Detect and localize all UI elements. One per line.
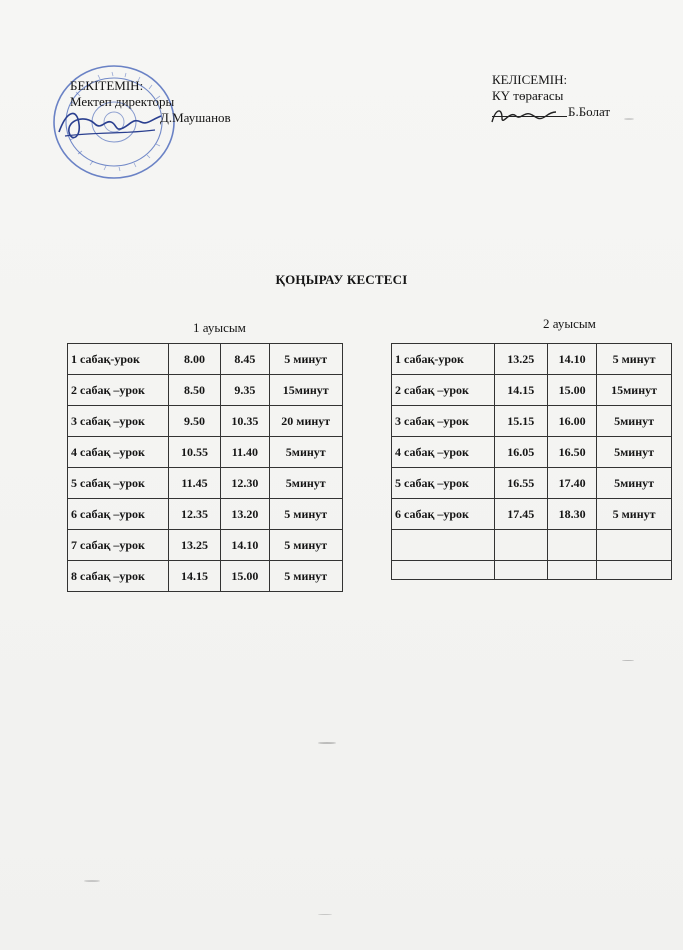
break-cell: 5 минут	[597, 344, 672, 375]
start-time-cell: 16.55	[494, 468, 547, 499]
lesson-cell: 3 сабақ –урок	[392, 406, 495, 437]
agreement-title: КЕЛІСЕМІН:	[492, 72, 568, 87]
start-time-cell: 8.50	[168, 375, 220, 406]
lesson-cell: 1 сабақ-урок	[68, 344, 169, 375]
break-cell: 5 минут	[597, 499, 672, 530]
scan-speck	[624, 118, 634, 120]
end-time-cell: 16.50	[548, 437, 597, 468]
table-row	[68, 437, 343, 468]
table-row-empty	[392, 561, 672, 580]
lesson-cell: 2 сабақ –урок	[68, 375, 169, 406]
shift-1-schedule-table	[67, 343, 343, 592]
table-row	[392, 375, 672, 406]
end-time-cell: 15.00	[548, 375, 597, 406]
break-cell: 5 минут	[269, 344, 343, 375]
table-row	[392, 406, 672, 437]
end-time-cell: 13.20	[221, 499, 269, 530]
break-cell: 15минут	[269, 375, 343, 406]
lesson-cell: 8 сабақ –урок	[68, 561, 169, 592]
lesson-cell: 4 сабақ –урок	[392, 437, 495, 468]
agreement-block	[492, 72, 611, 119]
break-cell: 5минут	[597, 437, 672, 468]
end-time-cell: 9.35	[221, 375, 269, 406]
start-time-cell: 8.00	[168, 344, 220, 375]
approval-role: Мектеп директоры	[70, 94, 175, 109]
table-row	[68, 375, 343, 406]
start-time-cell: 15.15	[494, 406, 547, 437]
end-time-cell: 14.10	[548, 344, 597, 375]
break-cell: 20 минут	[269, 406, 343, 437]
start-time-cell: 14.15	[494, 375, 547, 406]
union-chair-signature	[488, 104, 558, 130]
table-row	[68, 561, 343, 592]
agreement-role: КҮ төрағасы	[492, 88, 564, 103]
end-time-cell: 15.00	[221, 561, 269, 592]
signature-line	[492, 116, 567, 117]
start-time-cell	[494, 530, 547, 561]
scan-speck	[318, 742, 336, 744]
table-row	[68, 406, 343, 437]
lesson-cell: 2 сабақ –урок	[392, 375, 495, 406]
end-time-cell: 14.10	[221, 530, 269, 561]
break-cell: 5 минут	[269, 530, 343, 561]
start-time-cell: 17.45	[494, 499, 547, 530]
end-time-cell: 12.30	[221, 468, 269, 499]
start-time-cell: 14.15	[168, 561, 220, 592]
lesson-cell: 5 сабақ –урок	[68, 468, 169, 499]
end-time-cell	[548, 530, 597, 561]
end-time-cell: 8.45	[221, 344, 269, 375]
end-time-cell: 10.35	[221, 406, 269, 437]
start-time-cell: 10.55	[168, 437, 220, 468]
end-time-cell: 11.40	[221, 437, 269, 468]
end-time-cell: 17.40	[548, 468, 597, 499]
table-row	[392, 499, 672, 530]
table-row	[392, 437, 672, 468]
lesson-cell	[392, 561, 495, 580]
lesson-cell: 6 сабақ –урок	[392, 499, 495, 530]
start-time-cell: 12.35	[168, 499, 220, 530]
break-cell: 5 минут	[269, 499, 343, 530]
start-time-cell: 16.05	[494, 437, 547, 468]
start-time-cell	[494, 561, 547, 580]
break-cell	[597, 561, 672, 580]
approval-signer-name: Д.Маушанов	[160, 110, 231, 125]
approval-block	[70, 78, 231, 125]
table-row	[68, 344, 343, 375]
start-time-cell: 13.25	[494, 344, 547, 375]
lesson-cell: 1 сабақ-урок	[392, 344, 495, 375]
break-cell: 5минут	[597, 406, 672, 437]
lesson-cell	[392, 530, 495, 561]
table-row	[68, 530, 343, 561]
table-row	[68, 499, 343, 530]
end-time-cell: 18.30	[548, 499, 597, 530]
agreement-signer-name: Б.Болат	[568, 104, 611, 119]
break-cell: 5 минут	[269, 561, 343, 592]
break-cell: 15минут	[597, 375, 672, 406]
shift-1-label: 1 ауысым	[193, 320, 246, 335]
table-row-empty	[392, 530, 672, 561]
shift-2-schedule-table	[391, 343, 672, 580]
lesson-cell: 3 сабақ –урок	[68, 406, 169, 437]
scan-speck	[622, 660, 634, 661]
break-cell: 5минут	[269, 437, 343, 468]
break-cell: 5минут	[597, 468, 672, 499]
end-time-cell: 16.00	[548, 406, 597, 437]
lesson-cell: 7 сабақ –урок	[68, 530, 169, 561]
shift-2-label: 2 ауысым	[543, 316, 596, 331]
lesson-cell: 5 сабақ –урок	[392, 468, 495, 499]
table-row	[392, 344, 672, 375]
start-time-cell: 11.45	[168, 468, 220, 499]
start-time-cell: 13.25	[168, 530, 220, 561]
lesson-cell: 4 сабақ –урок	[68, 437, 169, 468]
break-cell: 5минут	[269, 468, 343, 499]
scan-speck	[84, 880, 100, 882]
start-time-cell: 9.50	[168, 406, 220, 437]
scan-speck	[318, 914, 332, 915]
document-title: ҚОҢЫРАУ КЕСТЕСІ	[275, 272, 408, 287]
end-time-cell	[548, 561, 597, 580]
approval-title: БЕКІТЕМІН:	[70, 78, 144, 93]
table-row	[68, 468, 343, 499]
lesson-cell: 6 сабақ –урок	[68, 499, 169, 530]
break-cell	[597, 530, 672, 561]
table-row	[392, 468, 672, 499]
